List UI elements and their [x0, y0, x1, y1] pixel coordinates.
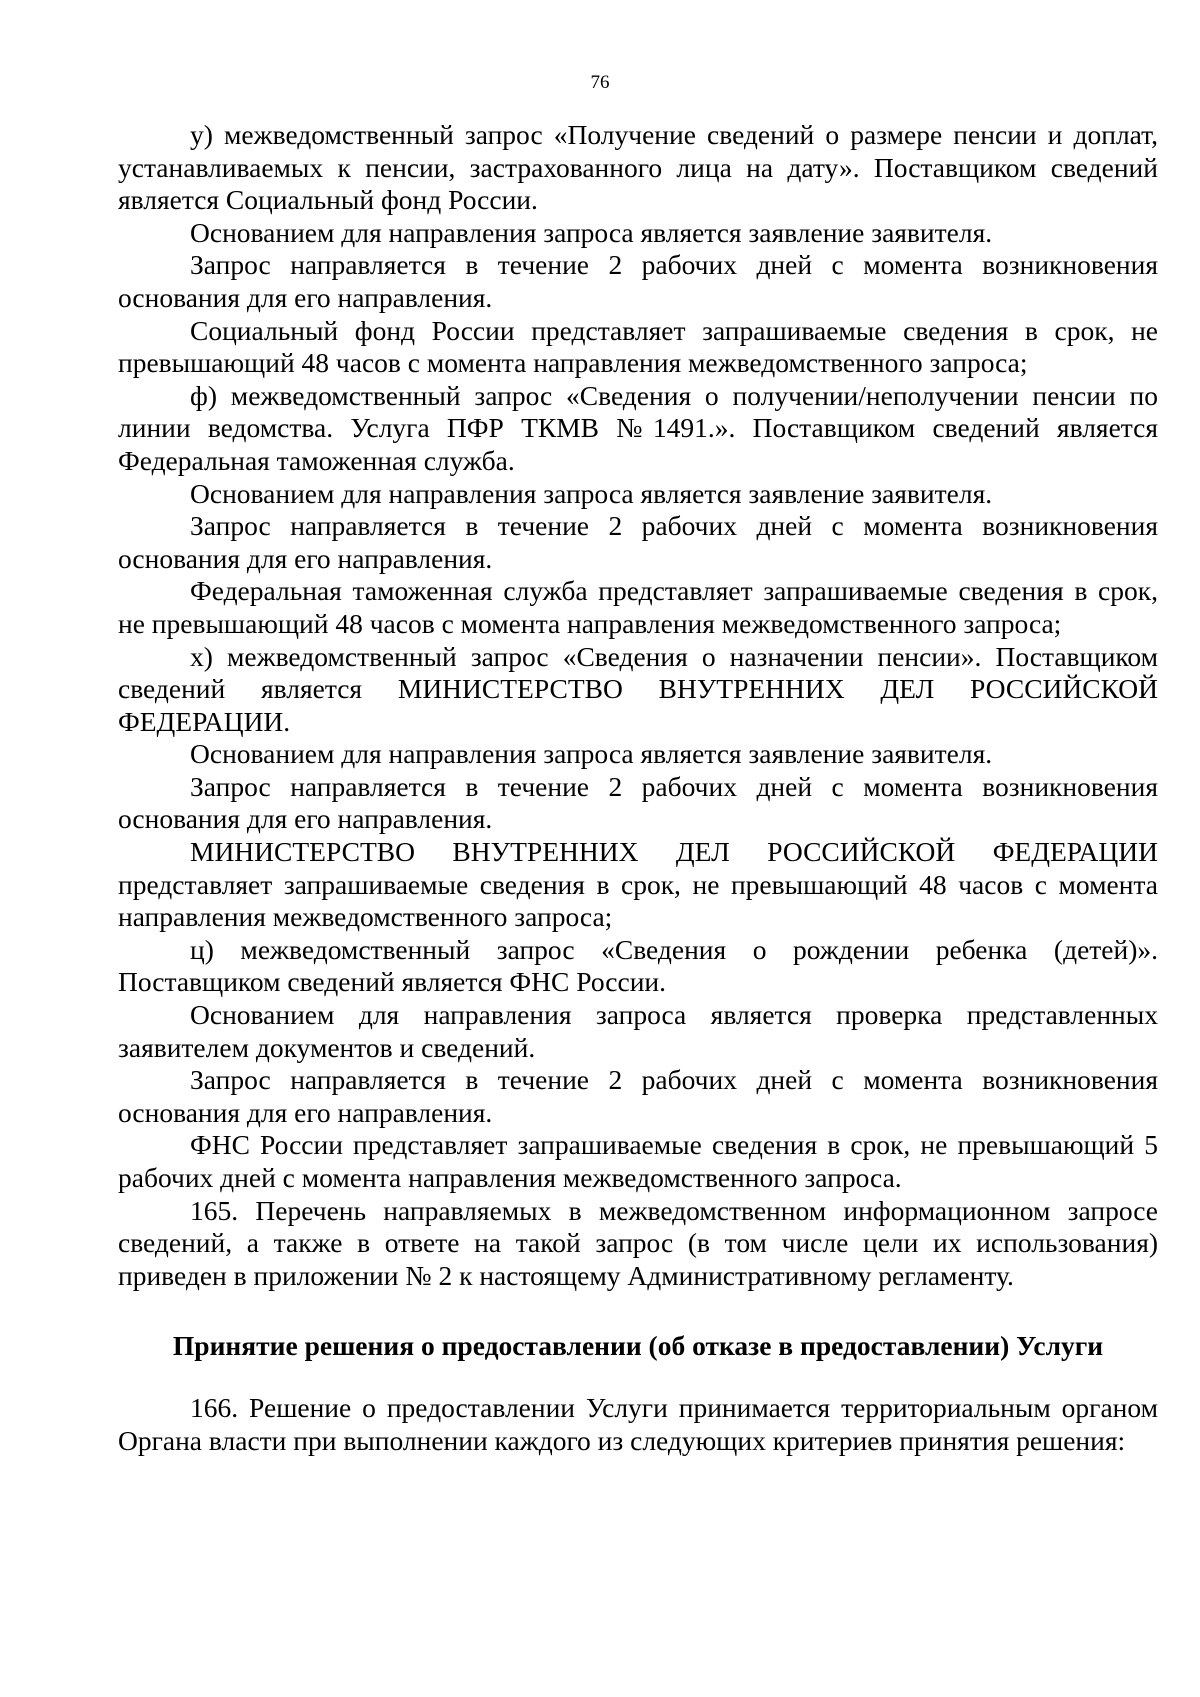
- paragraph-kh-response: МИНИСТЕРСТВО ВНУТРЕННИХ ДЕЛ РОССИЙСКОЙ ФЕДЕРАЦИИ представляет запрашиваемые сведения в срок, не превышающий 48 часов с момента направления межведомственного запроса;: [118, 836, 1158, 933]
- document-body: [118, 119, 1158, 1457]
- page-number: 76: [590, 72, 610, 93]
- paragraph-u-response: Социальный фонд России представляет запрашиваемые сведения в срок, не превышающий 48 часов с момента направления межведомственного запроса;: [118, 314, 1158, 379]
- paragraph-165: 165. Перечень направляемых в межведомственном информационном запросе сведений, а также в ответе на такой запрос (в том числе цели их использования) приведен в приложении № 2 к настоящему Административному регламенту.: [118, 1194, 1158, 1291]
- paragraph-ts-basis: Основанием для направления запроса является проверка представленных заявителем документов и сведений.: [118, 999, 1158, 1063]
- paragraph-166: 166. Решение о предоставлении Услуги принимается территориальным органом Органа власти при выполнении каждого из следующих критериев принятия решения:: [118, 1391, 1158, 1456]
- paragraph-f-deadline: Запрос направляется в течение 2 рабочих дней с момента возникновения основания для его направления.: [118, 510, 1158, 574]
- paragraph-u-basis: Основанием для направления запроса является заявление заявителя.: [190, 216, 993, 248]
- paragraph-f-response: Федеральная таможенная служба представляет запрашиваемые сведения в срок, не превышающий 48 часов с момента направления межведомственного запроса;: [118, 575, 1158, 639]
- paragraph-f-request: ф) межведомственный запрос «Сведения о получении/неполучении пенсии по линии ведомства. Услуга ПФР ТКМВ №1491.». Поставщиком сведений является Федеральная таможенная служба.: [118, 379, 1158, 476]
- paragraph-f-basis: Основанием для направления запроса является заявление заявителя.: [190, 477, 993, 509]
- paragraph-u-request: у) межведомственный запрос «Получение сведений о размере пенсии и доплат, устанавливаемых к пенсии, застрахованного лица на дату». Поставщиком сведений является Социальный фонд России.: [118, 119, 1158, 216]
- paragraph-ts-response: ФНС России представляет запрашиваемые сведения в срок, не превышающий 5 рабочих дней с момента направления межведомственного запроса.: [118, 1129, 1158, 1193]
- paragraph-ts-deadline: Запрос направляется в течение 2 рабочих дней с момента возникновения основания для его направления.: [118, 1064, 1158, 1128]
- paragraph-kh-deadline: Запрос направляется в течение 2 рабочих дней с момента возникновения основания для его направления.: [118, 770, 1158, 835]
- paragraph-kh-request: х) межведомственный запрос «Сведения о назначении пенсии». Поставщиком сведений является МИНИСТЕРСТВО ВНУТРЕННИХ ДЕЛ РОССИЙСКОЙ ФЕДЕРАЦИИ.: [118, 640, 1158, 737]
- paragraph-ts-request: ц) межведомственный запрос «Сведения о рождении ребенка (детей)». Поставщиком сведений является ФНС России.: [118, 933, 1158, 998]
- paragraph-u-deadline: Запрос направляется в течение 2 рабочих дней с момента возникновения основания для его направления.: [118, 249, 1158, 313]
- paragraph-kh-basis: Основанием для направления запроса является заявление заявителя.: [190, 738, 993, 770]
- section-heading: Принятие решения о предоставлении (об отказе в предоставлении) Услуги: [172, 1330, 1104, 1362]
